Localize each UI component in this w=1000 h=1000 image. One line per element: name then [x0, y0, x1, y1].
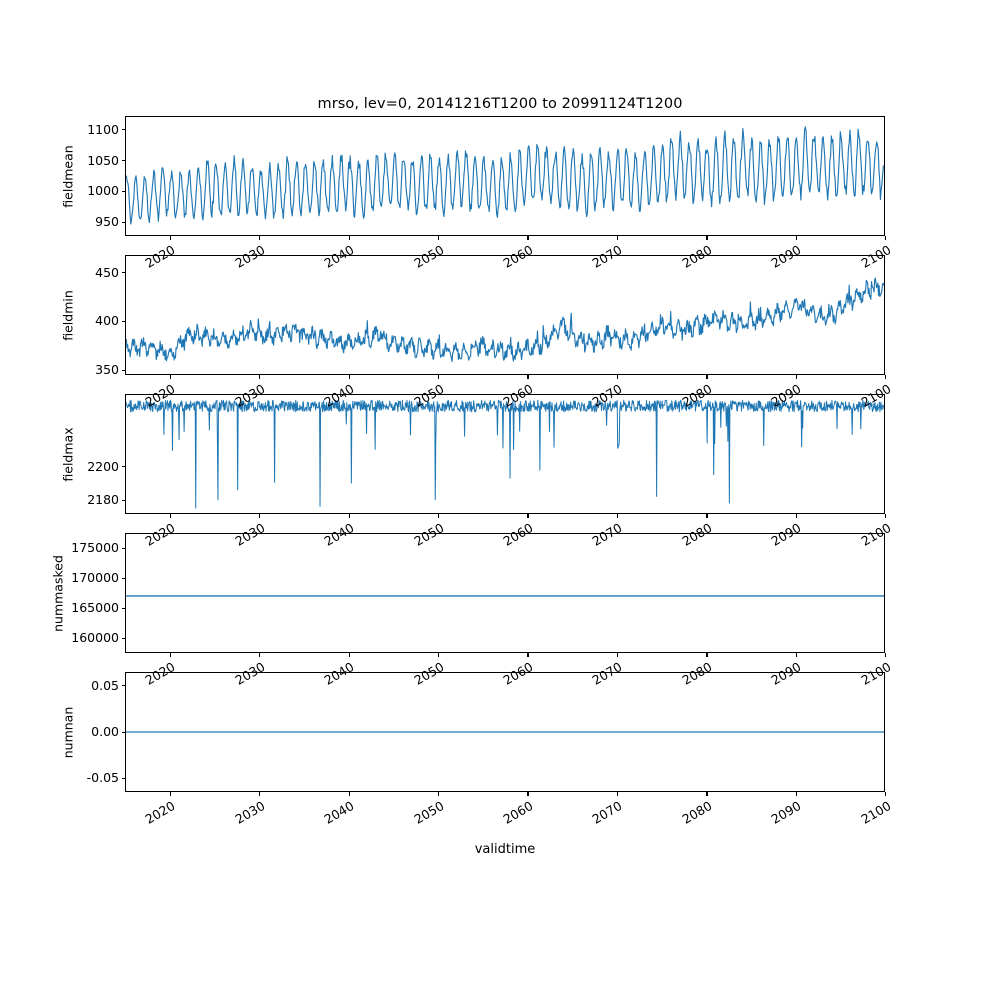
xtick-mark	[527, 236, 528, 240]
ytick-label: 170000	[71, 570, 119, 585]
ytick-label: 2180	[87, 492, 119, 508]
xtick-mark	[527, 653, 528, 657]
xtick-mark	[349, 792, 350, 796]
xtick-mark	[527, 375, 528, 379]
xtick-mark	[796, 375, 797, 379]
xtick-label: 2050	[410, 520, 447, 549]
xtick-mark	[170, 236, 171, 240]
xtick-mark	[170, 514, 171, 518]
xtick-mark	[706, 375, 707, 379]
xtick-label: 2030	[232, 798, 268, 827]
xtick-mark	[349, 375, 350, 379]
subplot-fieldmean	[125, 116, 885, 236]
xtick-mark	[349, 514, 350, 518]
xtick-label: 2100	[858, 659, 894, 688]
xtick-mark	[438, 792, 439, 796]
xtick-label: 2060	[500, 659, 536, 688]
ytick-label: 1000	[87, 183, 119, 199]
xtick-label: 2070	[589, 381, 625, 410]
xtick-label: 2100	[858, 520, 894, 549]
xtick-mark	[796, 653, 797, 657]
xtick-label: 2040	[321, 520, 357, 549]
ytick-label: 0.00	[91, 724, 119, 739]
ytick-label: 2200	[87, 458, 119, 474]
xtick-mark	[259, 653, 260, 657]
xtick-label: 2060	[500, 798, 536, 827]
ylabel-fieldmin: fieldmin	[60, 290, 76, 341]
ylabel-nummasked: nummasked	[50, 555, 66, 632]
xtick-label: 2080	[679, 381, 715, 410]
xtick-label: 2030	[232, 381, 268, 410]
xtick-mark	[170, 375, 171, 379]
ytick-mark	[122, 370, 126, 371]
ytick-mark	[122, 272, 126, 273]
xtick-mark	[259, 236, 260, 240]
xtick-mark	[796, 514, 797, 518]
ylabel-numnan: numnan	[60, 706, 76, 759]
chart-title: mrso, lev=0, 20141216T1200 to 20991124T1200	[317, 96, 683, 112]
xtick-label: 2090	[768, 242, 804, 271]
xtick-label: 2080	[679, 520, 715, 549]
xtick-label: 2040	[321, 242, 357, 271]
xtick-mark	[527, 792, 528, 796]
ytick-label: 0.05	[91, 677, 119, 693]
ytick-mark	[122, 685, 126, 686]
xtick-mark	[885, 792, 886, 796]
xtick-mark	[796, 792, 797, 796]
xtick-label: 2030	[232, 659, 268, 688]
xtick-label: 2040	[321, 381, 357, 410]
ytick-label: 350	[95, 362, 119, 378]
xtick-mark	[617, 792, 618, 796]
ytick-label: 450	[95, 264, 119, 280]
ytick-label: 1050	[87, 152, 119, 168]
xtick-label: 2070	[589, 520, 625, 549]
xtick-label: 2040	[321, 659, 357, 688]
ylabel-fieldmax: fieldmax	[60, 427, 76, 482]
xtick-label: 2030	[232, 242, 268, 271]
ytick-mark	[122, 191, 126, 192]
xtick-label: 2070	[589, 242, 625, 271]
xtick-mark	[617, 653, 618, 657]
xtick-mark	[885, 375, 886, 379]
ytick-label: -0.05	[86, 770, 119, 786]
ytick-label: 165000	[71, 600, 119, 615]
xtick-label: 2090	[768, 520, 804, 549]
xtick-label: 2020	[142, 381, 178, 410]
xtick-label: 2100	[858, 242, 894, 271]
xtick-mark	[706, 236, 707, 240]
xtick-label: 2060	[500, 520, 536, 549]
xtick-mark	[438, 236, 439, 240]
xtick-label: 2050	[410, 381, 447, 410]
xtick-mark	[438, 514, 439, 518]
xtick-mark	[259, 792, 260, 796]
xtick-mark	[349, 653, 350, 657]
xtick-mark	[438, 375, 439, 379]
xtick-label: 2050	[410, 659, 447, 688]
xtick-mark	[170, 792, 171, 796]
xtick-mark	[259, 375, 260, 379]
xtick-mark	[349, 236, 350, 240]
ytick-mark	[122, 608, 126, 609]
ytick-mark	[122, 466, 126, 467]
ytick-label: 1100	[87, 121, 119, 137]
xtick-mark	[885, 514, 886, 518]
ytick-mark	[122, 129, 126, 130]
xtick-mark	[438, 653, 439, 657]
xtick-label: 2040	[321, 798, 357, 827]
xtick-label: 2050	[410, 798, 447, 827]
xtick-label: 2100	[858, 798, 894, 827]
xtick-label: 2070	[589, 659, 625, 688]
ytick-mark	[122, 222, 126, 223]
xtick-label: 2030	[232, 520, 268, 549]
ytick-mark	[122, 778, 126, 779]
xtick-mark	[885, 653, 886, 657]
xtick-mark	[706, 514, 707, 518]
xtick-label: 2020	[142, 520, 178, 549]
xtick-label: 2100	[858, 381, 894, 410]
xtick-label: 2020	[142, 798, 178, 827]
xtick-mark	[706, 792, 707, 796]
xtick-label: 2090	[768, 659, 804, 688]
xtick-label: 2020	[142, 659, 178, 688]
xtick-mark	[527, 514, 528, 518]
ylabel-fieldmean: fieldmean	[60, 145, 76, 208]
xtick-mark	[617, 514, 618, 518]
ytick-mark	[122, 578, 126, 579]
ytick-mark	[122, 321, 126, 322]
xtick-label: 2050	[410, 242, 447, 271]
ytick-mark	[122, 548, 126, 549]
xtick-mark	[796, 236, 797, 240]
xtick-label: 2080	[679, 659, 715, 688]
xtick-mark	[259, 514, 260, 518]
xtick-mark	[170, 653, 171, 657]
xtick-mark	[617, 375, 618, 379]
xtick-label: 2070	[589, 798, 625, 827]
ytick-label: 175000	[71, 540, 119, 555]
xtick-label: 2060	[500, 381, 536, 410]
ytick-label: 400	[95, 313, 119, 329]
ytick-mark	[122, 160, 126, 161]
xtick-mark	[706, 653, 707, 657]
ytick-mark	[122, 638, 126, 639]
plot-area-fieldmean	[126, 117, 884, 235]
xtick-label: 2080	[679, 242, 715, 271]
ytick-label: 160000	[71, 630, 119, 645]
ytick-label: 950	[95, 214, 119, 230]
xtick-label: 2090	[768, 381, 804, 410]
ytick-mark	[122, 732, 126, 733]
xtick-label: 2020	[142, 242, 178, 271]
series-fieldmean	[126, 117, 884, 235]
xtick-label: 2080	[679, 798, 715, 827]
xtick-label: 2060	[500, 242, 536, 271]
xlabel: validtime	[474, 842, 536, 857]
xtick-mark	[885, 236, 886, 240]
ytick-mark	[122, 500, 126, 501]
xtick-mark	[617, 236, 618, 240]
xtick-label: 2090	[768, 798, 804, 827]
